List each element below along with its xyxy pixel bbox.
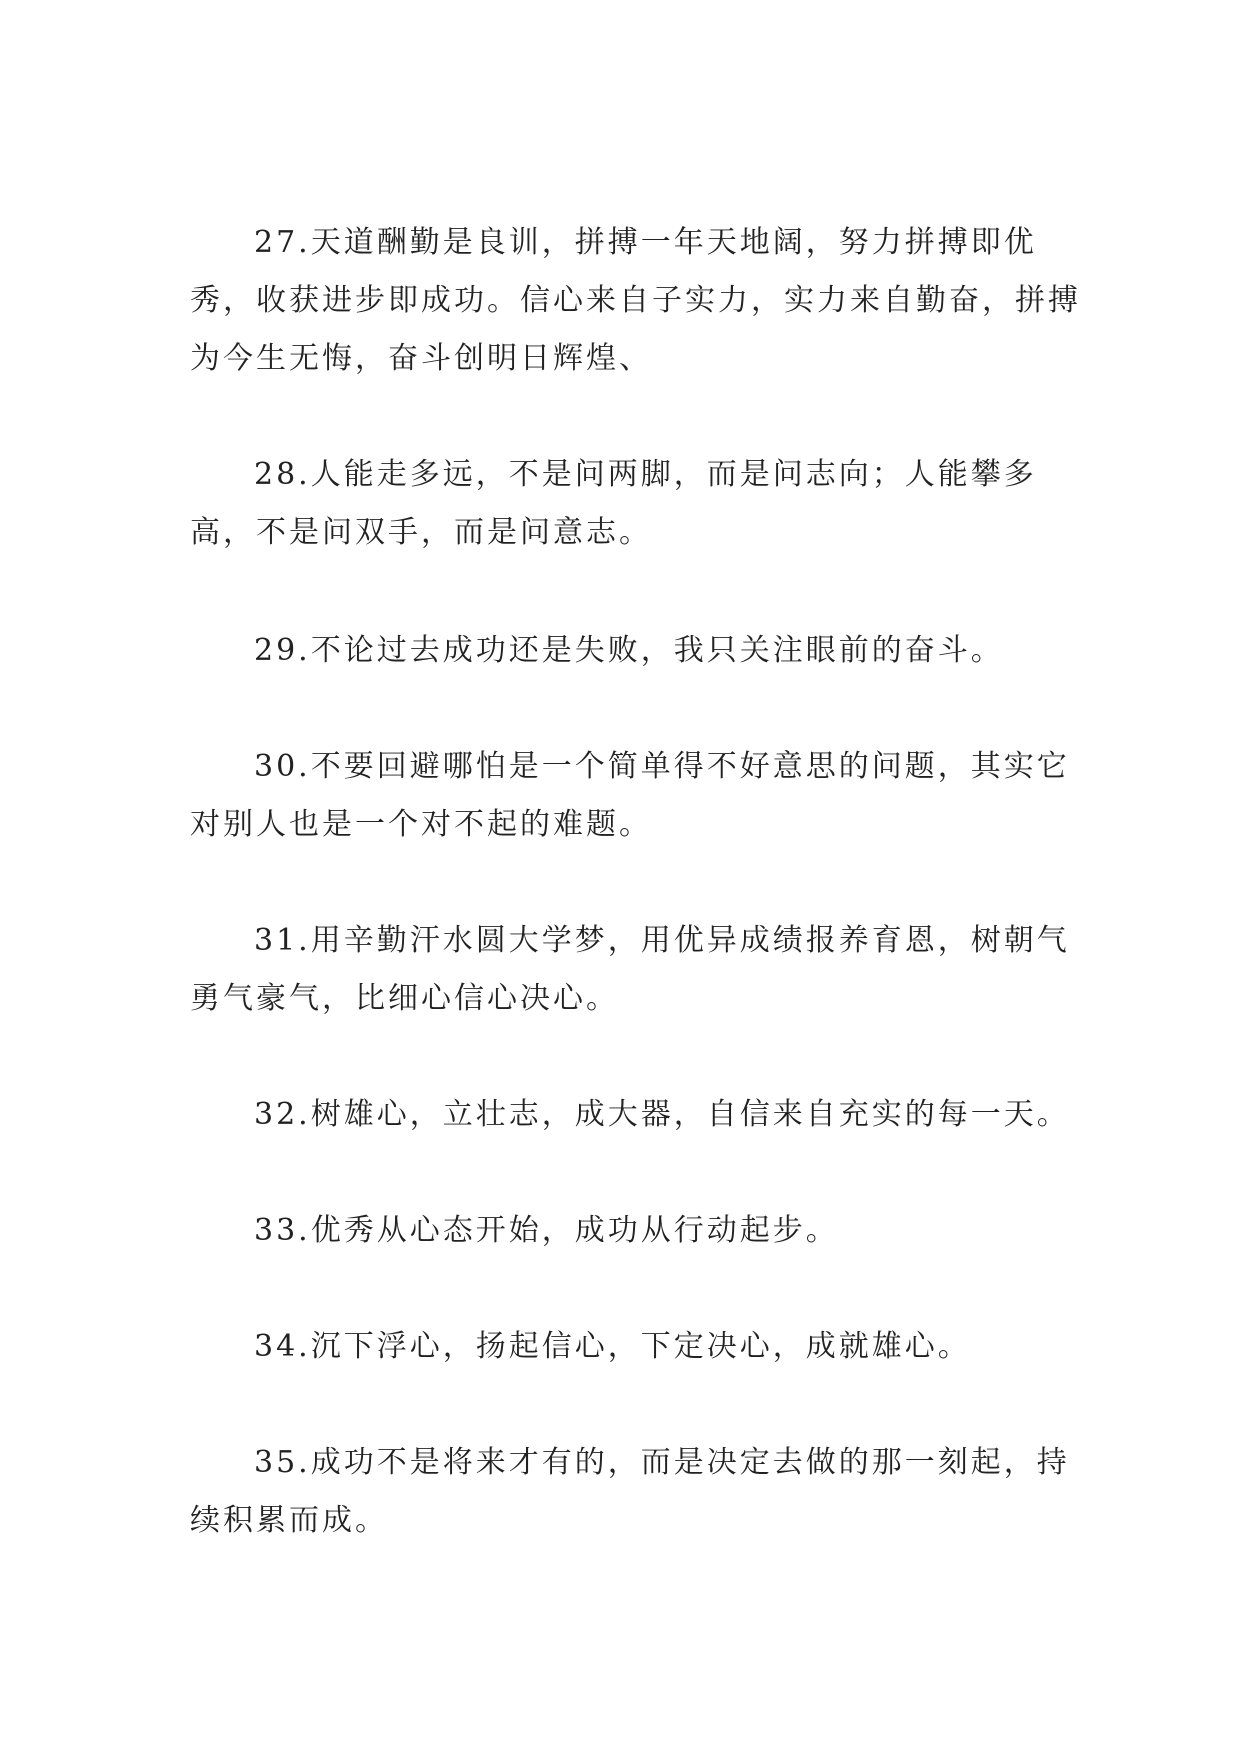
- paragraph-32: 32.树雄心，立壮志，成大器，自信来自充实的每一天。: [254, 1097, 1070, 1132]
- paragraph-35: 35.成功不是将来才有的，而是决定去做的那一刻起，持续积累而成。: [190, 1445, 1070, 1538]
- paragraph-27: 27.天道酬勤是良训，拼搏一年天地阔，努力拼搏即优秀，收获进步即成功。信心来自子实力，实力来自勤奋，拼搏为今生无悔，奋斗创明日辉煌、: [190, 225, 1081, 376]
- paragraph-30: 30.不要回避哪怕是一个简单得不好意思的问题，其实它对别人也是一个对不起的难题。: [190, 749, 1070, 842]
- paragraph-29: 29.不论过去成功还是失败，我只关注眼前的奋斗。: [254, 633, 1004, 668]
- paragraph-34: 34.沉下浮心，扬起信心，下定决心，成就雄心。: [254, 1329, 971, 1364]
- paragraph-31: 31.用辛勤汗水圆大学梦，用优异成绩报养育恩，树朝气勇气豪气，比细心信心决心。: [190, 923, 1070, 1016]
- paragraph-33: 33.优秀从心态开始，成功从行动起步。: [254, 1213, 839, 1248]
- paragraph-28: 28.人能走多远，不是问两脚，而是问志向；人能攀多高，不是问双手，而是问意志。: [190, 457, 1037, 550]
